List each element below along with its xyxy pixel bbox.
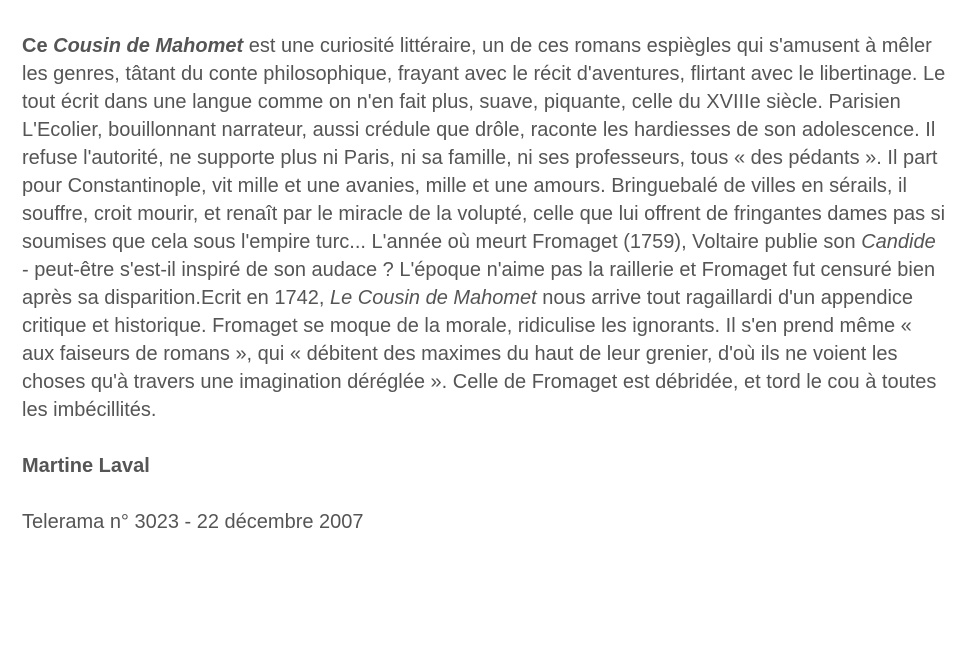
review-body (22, 32, 947, 424)
book-title-lead: Cousin de Mahomet (53, 35, 244, 57)
book-title-candide: Candide (861, 231, 936, 253)
author-name: Martine Laval (22, 455, 150, 477)
review-text-part-2: - peut-être s'est-il inspiré de son audace ? L'époque n'aime pas la raillerie et Fromaget fut censuré bien après sa disparition.Ecrit en 1742, (22, 259, 936, 309)
review-article (22, 32, 947, 536)
publication-source: Telerama n° 3023 - 22 décembre 2007 (22, 511, 364, 533)
book-title-cousin: Le Cousin de Mahomet (329, 287, 537, 309)
lead-word: Ce (22, 35, 48, 57)
review-text-part-1: est une curiosité littéraire, un de ces romans espiègles qui s'amusent à mêler les genres, tâtant du conte philosophique, frayant avec le récit d'aventures, flirtant avec le libertinage. Le tout écrit dans une langue comme on n'en fait plus, suave, piquante, celle du XVIIIe siècle. Parisien L'Ecolier, bouillonnant narrateur, aussi crédule que drôle, raconte les hardiesses de son adolescence. Il refuse l'autorité, ne supporte plus ni Paris, ni sa famille, ni ses professeurs, tous « des pédants ». Il part pour Constantinople, vit mille et une avanies, mille et une amours. Bringuebalé de villes en sérails, il souffre, croit mourir, et renaît par le miracle de la volupté, celle que lui offrent de fringantes dames pas si soumises que cela sous l'empire turc... L'année où meurt Fromaget (1759), Voltaire publie son (22, 35, 946, 253)
review-text-part-3: nous arrive tout ragaillardi d'un appendice critique et historique. Fromaget se moque de la morale, ridiculise les ignorants. Il s'en prend même « aux faiseurs de romans », qui « débitent des maximes du haut de leur grenier, d'où ils ne voient les choses qu'à travers une imagination déréglée ». Celle de Fromaget est débridée, et tord le cou à toutes les imbécillités. (22, 287, 937, 421)
